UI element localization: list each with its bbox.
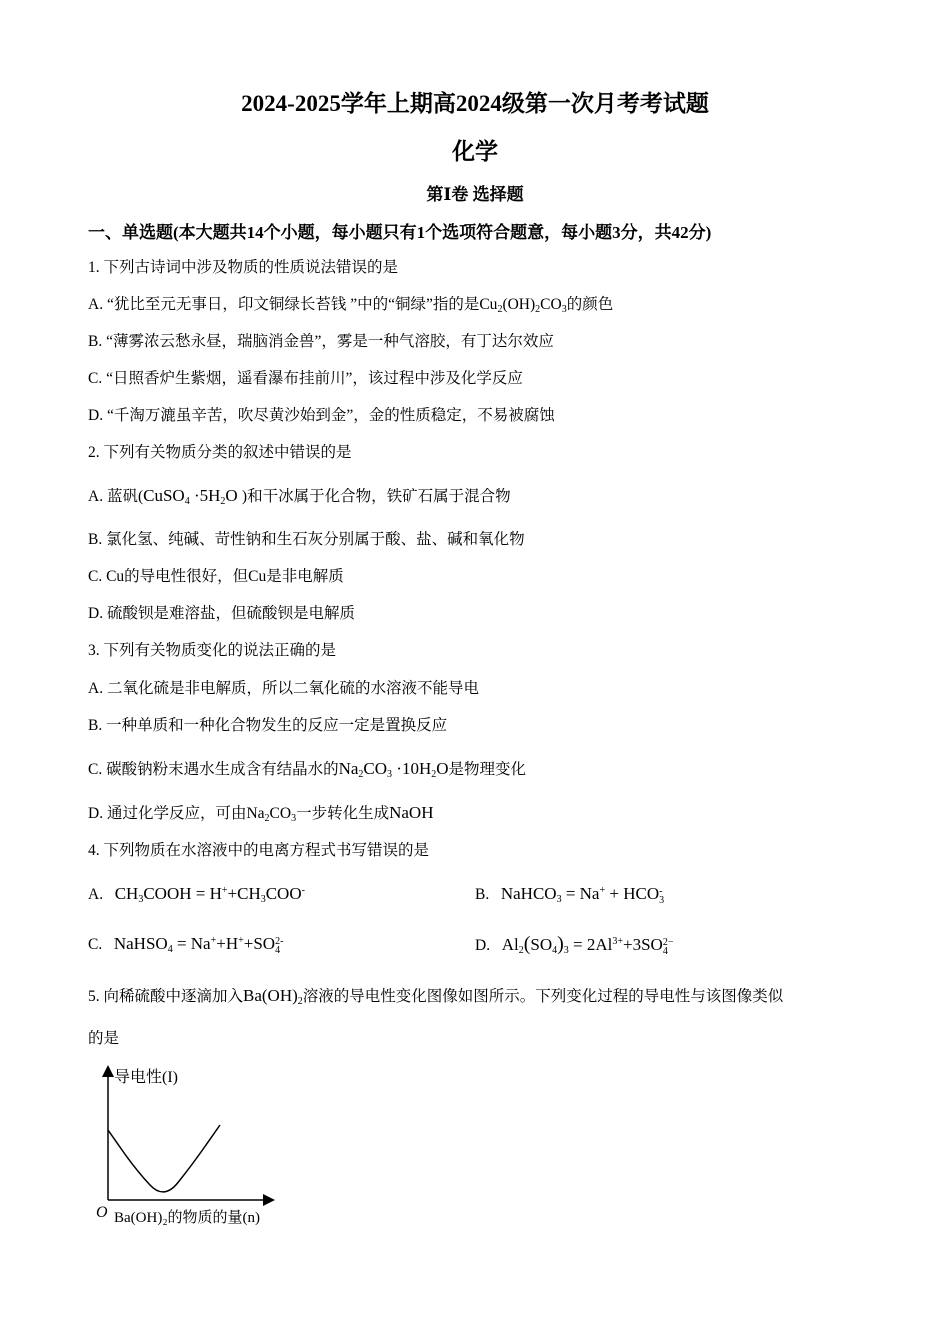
q4-option-b bbox=[475, 884, 664, 905]
q5-stem-post: 溶液的导电性变化图像如图所示。下列变化过程的导电性与该图像类似 bbox=[302, 988, 784, 1005]
q1-option-d: D. “千淘万漉虽辛苦，吹尽黄沙始到金”，金的性质稳定，不易被腐蚀 bbox=[88, 407, 555, 424]
q1-stem: 1. 下列古诗词中涉及物质的性质说法错误的是 bbox=[88, 259, 399, 276]
q4-b-label: B. bbox=[475, 886, 490, 903]
q2-stem: 2. 下列有关物质分类的叙述中错误的是 bbox=[88, 444, 352, 461]
q2-option-b: B. 氯化氢、纯碱、苛性钠和生石灰分别属于酸、盐、碱和氧化物 bbox=[88, 531, 525, 548]
q3-c-formula: $Na_2CO_3 \cdot 10H_2O$ bbox=[338, 759, 449, 780]
q3-c-post: 是物理变化 bbox=[448, 761, 527, 778]
q2-option-d: D. 硫酸钡是难溶盐，但硫酸钡是电解质 bbox=[88, 605, 355, 622]
q5-stem-formula: $Ba(OH)_2$ bbox=[243, 986, 303, 1007]
q4-b-equation: NaHCO$_3$ = Na+ + HCO - 3 bbox=[500, 884, 665, 906]
q5-stem-pre: 5. 向稀硫酸中逐滴加入 bbox=[88, 988, 244, 1005]
q4-option-a bbox=[88, 884, 305, 905]
y-axis-label: 导电性(I) bbox=[114, 1069, 178, 1086]
q4-a-label: A. bbox=[88, 886, 104, 903]
conductivity-chart bbox=[90, 1062, 310, 1232]
q4-d-equation: $Al_2(SO_4)_3 = 2Al^{3+}+3SO$ 2− 4 bbox=[501, 933, 674, 957]
origin-label: O bbox=[96, 1204, 108, 1221]
x-axis-label: Ba(OH)₂的物质的量(n) bbox=[114, 1210, 261, 1226]
q3-d-formula: $Na_2CO_3$ bbox=[246, 805, 297, 824]
q1-a-formula: $Cu_2(OH)_2CO_3$ bbox=[479, 296, 567, 315]
q5-stem-line2: 的是 bbox=[88, 1030, 120, 1047]
q3-stem: 3. 下列有关物质变化的说法正确的是 bbox=[88, 642, 337, 659]
q1-a-text: A. “犹比至元无事日，印文铜绿长苔钱 ”中的“铜绿”指的是 bbox=[88, 296, 480, 313]
q1-a-post: 的颜色 bbox=[566, 296, 614, 313]
volume-title: 第Ⅰ卷 选择题 bbox=[426, 185, 524, 204]
exam-title: 2024-2025学年上期高2024级第一次月考考试题 bbox=[241, 91, 709, 116]
q3-d-formula2: NaOH bbox=[389, 803, 434, 822]
q2-a-post: )和干冰属于化合物，铁矿石属于混合物 bbox=[241, 488, 511, 505]
q3-d-pre: D. 通过化学反应，可由 bbox=[88, 805, 247, 822]
q3-d-mid: 一步转化生成 bbox=[296, 805, 390, 822]
q3-option-a: A. 二氧化硫是非电解质，所以二氧化硫的水溶液不能导电 bbox=[88, 680, 479, 697]
q2-option-a bbox=[88, 486, 511, 507]
q4-c-equation: NaHSO$_4$ = Na++H++SO 2- 4 bbox=[113, 934, 284, 956]
q1-option-b: B. “薄雾浓云愁永昼，瑞脑消金兽”，雾是一种气溶胶，有丁达尔效应 bbox=[88, 333, 554, 350]
q2-a-pre: A. 蓝矾( bbox=[88, 488, 144, 505]
q2-a-formula: CuSO$_4$ $\cdot 5H_2O$ bbox=[143, 486, 242, 507]
q4-option-d bbox=[475, 934, 673, 956]
q4-a-equation: $CH_3COOH = H^++CH_3COO^-$ bbox=[114, 884, 305, 905]
q3-c-pre: C. 碳酸钠粉末遇水生成含有结晶水的 bbox=[88, 761, 339, 778]
q3-option-d bbox=[88, 803, 433, 824]
q1-option-a bbox=[88, 295, 613, 315]
subject-title: 化学 bbox=[452, 139, 498, 164]
q4-stem: 4. 下列物质在水溶液中的电离方程式书写错误的是 bbox=[88, 842, 430, 859]
conductivity-curve bbox=[108, 1125, 220, 1192]
q4-d-label: D. bbox=[475, 937, 491, 954]
q5-stem bbox=[88, 986, 783, 1007]
q3-option-b: B. 一种单质和一种化合物发生的反应一定是置换反应 bbox=[88, 717, 448, 734]
q1-option-c: C. “日照香炉生紫烟，遥看瀑布挂前川”，该过程中涉及化学反应 bbox=[88, 370, 523, 387]
q4-c-label: C. bbox=[88, 936, 103, 953]
section-heading: 一、单选题(本大题共14个小题，每小题只有1个选项符合题意，每小题3分，共42分) bbox=[88, 223, 712, 242]
q3-option-c bbox=[88, 759, 526, 780]
q4-option-c bbox=[88, 934, 283, 955]
q2-option-c: C. Cu的导电性很好，但Cu是非电解质 bbox=[88, 568, 344, 585]
